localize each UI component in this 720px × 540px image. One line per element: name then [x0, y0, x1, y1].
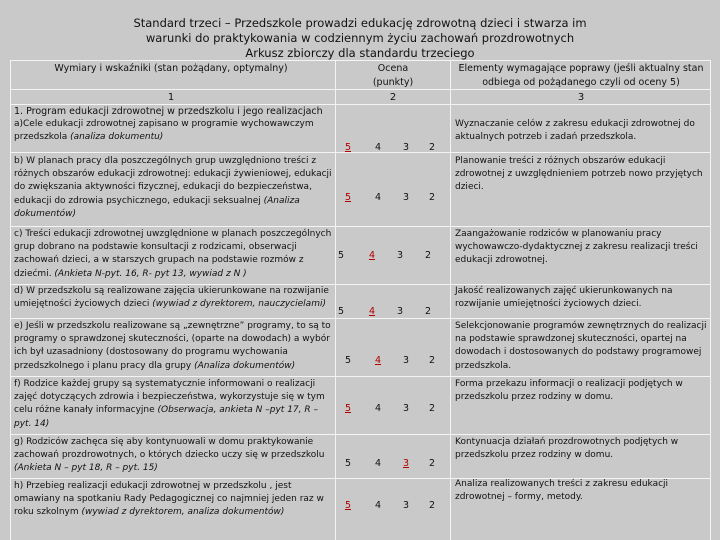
score-option: 4	[374, 458, 382, 469]
header-col-1: Wymiary i wskaźniki (stan pożądany, optymalny)	[54, 63, 288, 74]
indicator-h	[14, 480, 332, 520]
title-line-2: warunki do praktykowania w codziennym życiu zachowań prozdrowotnych	[145, 31, 575, 45]
score-option: 3	[402, 500, 410, 511]
improvement-b: Planowanie treści z różnych obszarów edukacji zdrowotnej z uwzględnieniem potrzeb nowo przyjętych dzieci.	[455, 156, 703, 193]
score-option: 4	[374, 403, 382, 414]
column-divider	[335, 60, 336, 540]
indicator-d	[14, 285, 332, 311]
indicator-source: (Ankieta N-pyt. 16, R- pyt 13, wywiad z N )	[54, 268, 247, 279]
score-option: 3	[402, 192, 410, 203]
score-option: 3	[402, 403, 410, 414]
row-divider	[10, 318, 710, 319]
indicator-c	[14, 228, 332, 281]
indicator-source: (wywiad z dyrektorem, nauczycielami)	[152, 299, 326, 310]
score-selected: 4	[368, 250, 376, 261]
row-divider	[10, 152, 710, 153]
improvement-d: Jakość realizowanych zajęć ukierunkowanych na rozwijanie umiejętności życiowych dzieci.	[455, 286, 673, 310]
score-option: 2	[428, 355, 436, 366]
score-option: 4	[374, 192, 382, 203]
indicator-text: d) W przedszkolu są realizowane zajęcia ukierunkowane na rozwijanie umiejętności życiowych dzieci	[14, 286, 329, 310]
score-selected: 5	[344, 192, 352, 203]
header-col-2-line-2: (punkty)	[372, 77, 414, 88]
score-option: 2	[428, 192, 436, 203]
row-divider	[10, 226, 710, 227]
title-line-3: Arkusz zbiorczy dla standardu trzeciego	[245, 46, 475, 60]
score-option: 2	[424, 306, 432, 317]
score-option: 2	[428, 142, 436, 153]
score-selected: 5	[344, 500, 352, 511]
header-col-3-line-1: Elementy wymagające poprawy (jeśli aktualny stan	[458, 63, 704, 74]
score-option: 5	[337, 250, 345, 261]
column-number-3: 3	[577, 92, 585, 103]
header-col-2	[338, 62, 448, 90]
score-selected: 5	[344, 403, 352, 414]
indicator-text: h) Przebieg realizacji edukacji zdrowotnej w przedszkolu , jest omawiany na spotkaniu Rady Pedagogicznej co najmniej jeden raz w roku szkolnym	[14, 481, 324, 518]
improvement-c: Zaangażowanie rodziców w planowaniu pracy wychowawczo-dydaktycznej z zakresu realizacji treści edukacji zdrowotnej.	[455, 229, 698, 266]
row-divider	[10, 434, 710, 435]
score-option: 5	[344, 458, 352, 469]
indicator-a	[14, 118, 332, 144]
indicator-f	[14, 378, 332, 431]
column-divider	[450, 60, 451, 540]
score-selected: 5	[344, 142, 352, 153]
indicator-source: (Ankieta N – pyt 18, R – pyt. 15)	[14, 463, 158, 474]
table-divider	[10, 89, 710, 90]
improvement-h: Analiza realizowanych treści z zakresu edukacji zdrowotnej – formy, metody.	[455, 479, 669, 503]
indicator-text: g) Rodziców zachęca się aby kontynuowali w domu praktykowanie zachowań prozdrowotnych, o których dziecko uczy się w przedszkolu	[14, 437, 325, 461]
header-col-3-line-2: odbiega od pożądanego czyli od oceny 5)	[482, 77, 680, 88]
table-border-left	[10, 60, 11, 540]
score-option: 4	[374, 142, 382, 153]
improvement-a: Wyznaczanie celów z zakresu edukacji zdrowotnej do aktualnych potrzeb i zadań przedszkola.	[455, 119, 695, 143]
indicator-source: (Analiza dokumentów)	[194, 360, 296, 371]
improvement-f: Forma przekazu informacji o realizacji podjętych w przedszkolu przez rodziny w domu.	[455, 379, 683, 403]
score-selected: 3	[402, 458, 410, 469]
score-option: 3	[396, 306, 404, 317]
table-border-top	[10, 60, 710, 61]
header-col-3	[450, 62, 712, 90]
score-option: 2	[424, 250, 432, 261]
indicator-g	[14, 436, 332, 476]
score-option: 4	[374, 500, 382, 511]
table-border-right	[710, 60, 711, 540]
score-selected: 4	[368, 306, 376, 317]
score-selected: 4	[374, 355, 382, 366]
column-number-1: 1	[167, 92, 175, 103]
column-number-2: 2	[389, 92, 397, 103]
indicator-text: b) W planach pracy dla poszczególnych grup uwzględniono treści z różnych obszarów edukacji zdrowotnej: edukacji żywieniowej, edukacji do zwiększania aktywności fizycznej, edukacji do bezpieczeństwa, edukacji do zdrowia psychicznego, edukacji seksualnej	[14, 156, 332, 206]
indicator-b	[14, 155, 332, 221]
document-title	[0, 16, 720, 61]
score-option: 2	[428, 403, 436, 414]
score-option: 2	[428, 500, 436, 511]
title-line-1: Standard trzeci – Przedszkole prowadzi edukację zdrowotną dzieci i stwarza im	[133, 16, 587, 30]
indicator-e	[14, 320, 332, 373]
indicator-source: (Obserwacja, ankieta N –pyt 17, R – pyt. 14)	[14, 405, 318, 429]
improvement-e: Selekcjonowanie programów zewnętrznych do realizacji na podstawie sprawdzonej skuteczności, opartej na dowodach i dostosowanych do podstawy programowej przedszkola.	[455, 321, 707, 371]
indicator-text: f) Rodzice każdej grupy są systematycznie informowani o realizacji zajęć dotyczących zdrowia i bezpieczeństwa, wykorzystuje się w tym celu różne kanały informacyjne	[14, 379, 325, 416]
score-option: 3	[402, 355, 410, 366]
row-divider	[10, 376, 710, 377]
score-option: 5	[344, 355, 352, 366]
score-option: 3	[402, 142, 410, 153]
indicator-text: c) Treści edukacji zdrowotnej uwzględnione w planach poszczególnych grup dobrano na podstawie konsultacji z rodzicami, obserwacji zachowań dzieci, a w starszych grupach na podstawie rozmów z dziećmi.	[14, 229, 332, 279]
improvement-g: Kontynuacja działań prozdrowotnych podjętych w przedszkolu przez rodziny w domu.	[455, 437, 679, 461]
indicator-source: (Analiza dokumentów)	[14, 195, 300, 219]
score-option: 2	[428, 458, 436, 469]
score-option: 3	[396, 250, 404, 261]
section-title: 1. Program edukacji zdrowotnej w przedszkolu i jego realizacjach	[14, 106, 323, 117]
score-option: 5	[337, 306, 345, 317]
indicator-source: (analiza dokumentu)	[70, 132, 164, 143]
header-col-2-line-1: Ocena	[377, 63, 409, 74]
indicator-text: e) Jeśli w przedszkolu realizowane są „zewnętrzne” programy, to są to programy o sprawdzonej skuteczności, (oparte na dowodach) a wybór ich był uzasadniony (dostosowany do programu wychowania przedszkolnego i planu pracy dla grupy	[14, 321, 331, 371]
indicator-text: a)Cele edukacji zdrowotnej zapisano w programie wychowawczym przedszkola	[14, 119, 314, 143]
indicator-source: (wywiad z dyrektorem, analiza dokumentów)	[81, 507, 285, 518]
